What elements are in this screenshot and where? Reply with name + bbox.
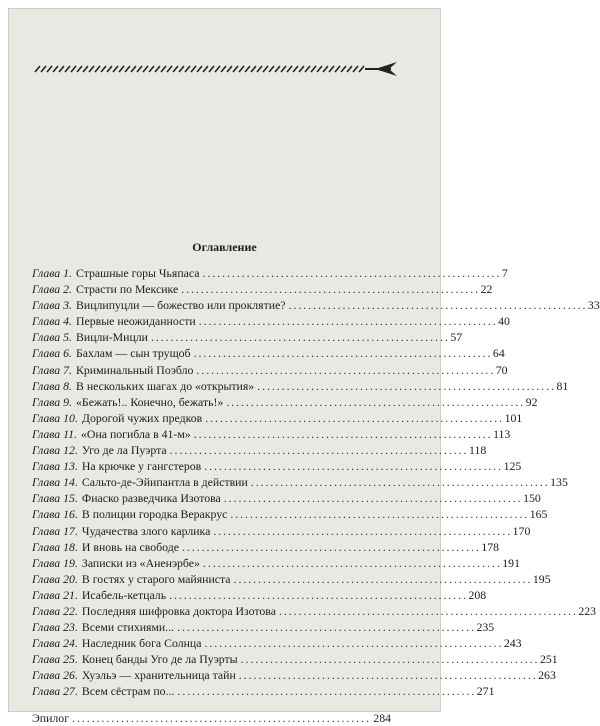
entry-label: Глава 10. [32, 410, 78, 425]
entry-label: Глава 8. [32, 378, 73, 393]
entry-label: Глава 25. [32, 652, 78, 667]
entry-label: Глава 23. [32, 620, 78, 635]
toc-entry[interactable] [32, 587, 487, 603]
entry-label: Глава 17. [32, 523, 78, 538]
entry-page-number: 191 [502, 555, 520, 570]
entry-title: Страшные горы Чьяпаса [76, 266, 200, 280]
entry-title: Всеми стихиями... [81, 620, 175, 635]
toc-entry[interactable] [32, 297, 600, 313]
entry-label: Глава 18. [32, 539, 78, 554]
entry-title: Наследник бога Солнца [81, 636, 202, 651]
entry-title: «Она погибла в 41-м» [81, 426, 191, 441]
entry-label: Глава 4. [32, 314, 73, 329]
entry-page-number: 284 [373, 710, 391, 725]
dot-leader [203, 555, 499, 571]
toc-entry[interactable] [32, 313, 510, 329]
entry-page-number: 178 [481, 539, 500, 554]
toc-entry[interactable] [32, 474, 568, 490]
toc-entry[interactable] [32, 635, 522, 651]
entry-title: Дорогой чужих предков [81, 410, 203, 425]
entry-title: В полиции городка Веракрус [81, 507, 228, 522]
entry-label: Глава 26. [32, 668, 78, 683]
toc-entry[interactable] [32, 683, 495, 699]
entry-title: Вицлипуцли — божество или проклятие? [76, 298, 286, 313]
dot-leader [170, 442, 466, 458]
decorative-arrow-rule [35, 61, 397, 77]
entry-label: Глава 6. [32, 346, 73, 361]
entry-label: Глава 27. [32, 684, 78, 699]
entry-label: Глава 7. [32, 362, 73, 377]
dot-leader [204, 458, 500, 474]
entry-page-number: 263 [538, 668, 556, 683]
entry-label: Глава 16. [32, 507, 78, 522]
dot-leader [226, 394, 522, 410]
entry-title: И вновь на свободе [81, 539, 179, 554]
toc-entry[interactable] [32, 603, 597, 619]
entry-title: Фиаско разведчика Изотова [81, 491, 221, 506]
toc-entry[interactable] [32, 378, 569, 394]
dot-leader [199, 313, 495, 329]
entry-label: Глава 13. [32, 459, 78, 474]
entry-title: Чудачества злого карлика [81, 523, 211, 538]
dot-leader [251, 474, 547, 490]
entry-title: Криминальный Поэбло [76, 362, 194, 377]
toc-entry[interactable] [32, 426, 511, 442]
toc-entry[interactable] [32, 442, 487, 458]
entry-title: Страсти по Мексике [76, 282, 179, 297]
entry-page-number: 57 [450, 330, 463, 345]
dot-leader [213, 523, 509, 539]
toc-entry[interactable] [32, 523, 531, 539]
toc-title: Оглавление [192, 240, 257, 254]
toc-entry[interactable] [32, 490, 541, 506]
entry-label: Глава 9. [32, 394, 73, 409]
dot-leader [204, 635, 500, 651]
toc-entry[interactable] [32, 345, 505, 361]
entry-page-number: 64 [492, 346, 505, 361]
toc-entry[interactable] [32, 539, 500, 555]
entry-page-number: 235 [476, 620, 495, 635]
toc-entry[interactable] [32, 329, 463, 345]
entry-page-number: 40 [498, 314, 510, 329]
entry-page-number: 251 [539, 652, 558, 667]
entry-label: Глава 24. [32, 636, 78, 651]
dot-leader [194, 345, 490, 361]
entry-label: Глава 21. [32, 587, 78, 602]
toc-entry[interactable] [32, 410, 523, 426]
entry-label: Глава 5. [32, 330, 73, 345]
dot-leader [181, 281, 477, 297]
entry-title: Эпилог [32, 710, 70, 725]
dot-leader [289, 297, 585, 313]
dot-leader [177, 619, 473, 635]
entry-page-number: 165 [529, 507, 548, 522]
dot-leader [224, 490, 520, 506]
entry-label: Глава 2. [32, 282, 73, 297]
entry-label: Глава 15. [32, 491, 78, 506]
dot-leader [182, 539, 478, 555]
dot-leader [72, 710, 370, 726]
entry-label: Глава 22. [32, 603, 78, 618]
entry-title: Уго де ла Пуэрта [81, 443, 167, 458]
dot-leader [169, 587, 465, 603]
entry-page-number: 101 [504, 410, 523, 425]
entry-title: На крючке у гангстеров [81, 459, 202, 474]
dot-leader [151, 329, 447, 345]
table-of-contents [32, 265, 600, 726]
dot-leader [239, 667, 535, 683]
entry-title: Исабель-кетцаль [81, 587, 167, 602]
entry-page-number: 118 [469, 443, 487, 458]
dot-leader [205, 410, 501, 426]
toc-entry[interactable] [32, 555, 520, 571]
toc-entry[interactable] [32, 394, 538, 410]
entry-page-number: 7 [501, 266, 508, 280]
entry-label: Глава 11. [32, 426, 78, 441]
entry-label: Глава 19. [32, 555, 78, 570]
entry-title: «Бежать!.. Конечно, бежать!» [76, 394, 224, 409]
toc-entry[interactable] [32, 571, 551, 587]
book-page [8, 8, 600, 725]
entry-page-number: 113 [493, 426, 511, 441]
toc-entry[interactable] [32, 619, 495, 635]
entry-title: Конец банды Уго де ла Пуэрты [81, 652, 238, 667]
entry-page-number: 271 [476, 684, 495, 699]
entry-page-number: 208 [468, 587, 487, 602]
entry-label: Глава 20. [32, 571, 78, 586]
dot-leader [257, 378, 553, 394]
entry-title: В гостях у старого майяниста [81, 571, 231, 586]
dot-leader [230, 506, 526, 522]
entry-page-number: 170 [512, 523, 531, 538]
dot-leader [196, 362, 492, 378]
entry-title: Бахлам — сын трущоб [76, 346, 191, 361]
toc-entry[interactable] [32, 265, 508, 281]
entry-page-number: 125 [503, 459, 522, 474]
entry-label: Глава 12. [32, 443, 78, 458]
entry-page-number: 150 [523, 491, 541, 506]
dot-leader [241, 651, 537, 667]
entry-title: В нескольких шагах до «открытия» [76, 378, 255, 393]
entry-title: Первые неожиданности [76, 314, 196, 329]
dot-leader [203, 265, 499, 281]
entry-title: Записки из «Аненэрбе» [81, 555, 200, 570]
entry-page-number: 92 [525, 394, 538, 409]
entry-title: Сальто-де-Эйипантла в действии [81, 475, 248, 490]
entry-page-number: 33 [587, 298, 600, 313]
entry-title: Вицли-Мицли [76, 330, 148, 345]
toc-entry[interactable] [32, 651, 558, 667]
entry-title: Хуэльэ — хранительница тайн [81, 668, 236, 683]
toc-entry[interactable] [32, 667, 556, 683]
toc-entry-epilogue[interactable] [32, 710, 391, 726]
dot-leader [177, 683, 473, 699]
entry-page-number: 223 [578, 603, 597, 618]
entry-label: Глава 1. [32, 266, 73, 280]
dot-leader [194, 426, 490, 442]
toc-entry[interactable] [32, 458, 522, 474]
entry-label: Глава 3. [32, 298, 73, 313]
entry-title: Всем сёстрам по... [81, 684, 175, 699]
toc-entry[interactable] [32, 506, 548, 522]
entry-page-number: 243 [503, 636, 522, 651]
entry-page-number: 135 [550, 475, 568, 490]
dot-leader [234, 571, 530, 587]
entry-page-number: 195 [532, 571, 551, 586]
entry-label: Глава 14. [32, 475, 78, 490]
entry-page-number: 22 [480, 282, 493, 297]
entry-title: Последняя шифровка доктора Изотова [81, 603, 276, 618]
toc-entry[interactable] [32, 281, 493, 297]
entry-page-number: 81 [556, 378, 569, 393]
entry-page-number: 70 [495, 362, 508, 377]
toc-entry[interactable] [32, 362, 508, 378]
dot-leader [279, 603, 575, 619]
